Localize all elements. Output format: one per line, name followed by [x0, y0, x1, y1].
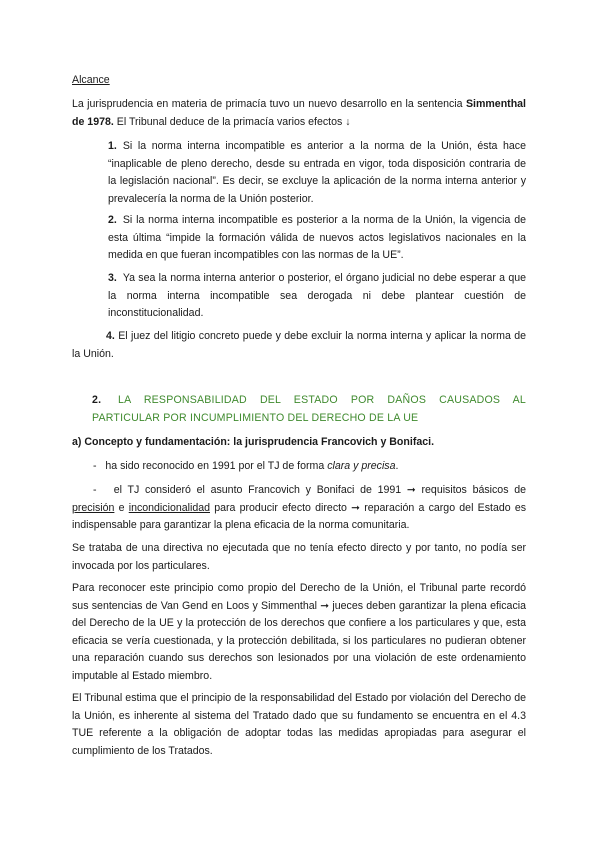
- dash-1-marker: -: [93, 460, 106, 472]
- dash-2-incondicionalidad: incondicionalidad: [128, 501, 210, 514]
- effect-item-2: [108, 212, 526, 265]
- effect-item-2-text: Si la norma interna incompatible es posterior a la norma de la Unión, la vigencia de esta última “impide la formación válida de nuevos actos legislativos nacionales en la medida en que fueran incompatibles con las normas de la UE”.: [108, 214, 526, 262]
- dash-1-italic: clara y precisa: [327, 460, 396, 472]
- paragraph-3: [72, 690, 526, 760]
- paragraph-2-text: Para reconocer este principio como propio del Derecho de la Unión, el Tribunal parte recordó sus sentencias de Van Gend en Loos y Simmenthal ➞ jueces deben garantizar la plena eficacia del Derecho de la UE y la protección de los derechos que confiere a los particulares y que, esta eficacia se vería cuestionada, y la protección debilitada, si los particulares no pudieran obtener una reparación cuando sus derechos son lesionados por una violación de este ordenamiento imputable al Estado miembro.: [72, 582, 526, 682]
- paragraph-2: [72, 580, 526, 686]
- dash-1-pre: ha sido reconocido en 1991 por el TJ de forma: [105, 460, 328, 472]
- paragraph-1-text: Se trataba de una directiva no ejecutada que no tenía efecto directo y por tanto, no podía ser invocada por los particulares.: [72, 542, 526, 572]
- dash-2-marker: -: [93, 484, 114, 496]
- dash-1-post: .: [395, 460, 399, 472]
- dash-2-a: el TJ consideró el asunto Francovich y Bonifaci de 1991 ➞ requisitos básicos de: [113, 484, 526, 496]
- paragraph-3-text: El Tribunal estima que el principio de la responsabilidad del Estado por violación del Derecho de la Unión, es inherente al sistema del Tratado dado que su fundamento se encuentra en el 4.3 TUE referente a la obligación de adoptar todas las medidas apropiadas para asegurar el cumplimiento de los Tratados.: [72, 692, 526, 757]
- alcance-heading-text: Alcance: [72, 74, 110, 86]
- section-2-num: 2.: [92, 394, 102, 406]
- intro-bold: Simmenthal de 1978.: [72, 98, 526, 128]
- subsection-a-text: a) Concepto y fundamentación: la jurisprudencia Francovich y Bonifaci.: [72, 436, 435, 448]
- dash-2-precision: precisión: [72, 501, 115, 514]
- effect-item-1: [108, 138, 526, 208]
- alcance-heading: [72, 72, 526, 90]
- dash-item-2: [72, 482, 526, 535]
- effect-item-4: [72, 328, 526, 363]
- alcance-intro: [72, 96, 526, 131]
- intro-post: El Tribunal deduce de la primacía varios efectos ↓: [113, 115, 351, 128]
- dash-2-c: para producir efecto directo ➞ reparación a cargo del Estado es indispensable para garantizar la plena eficacia de la norma comunitaria.: [72, 501, 527, 532]
- effect-item-2-num: 2.: [108, 214, 117, 226]
- effect-item-1-text: Si la norma interna incompatible es anterior a la norma de la Unión, ésta hace “inaplicable de pleno derecho, desde su entrada en vigor, toda disposición contraria de la legislación nacional”. Es decir, se excluye la aplicación de la norma interna anterior y prevalecería la norma de la Unión posterior.: [108, 140, 526, 205]
- subsection-a-heading: [72, 434, 526, 452]
- effect-item-1-num: 1.: [108, 140, 117, 152]
- effect-item-4-text: El juez del litigio concreto puede y debe excluir la norma interna y aplicar la norma de la Unión.: [72, 330, 526, 360]
- dash-2-b: e: [114, 501, 129, 514]
- effect-item-4-num: 4.: [106, 330, 115, 342]
- section-2-title-text: LA RESPONSABILIDAD DEL ESTADO POR DAÑOS CAUSADOS AL PARTICULAR POR INCUMPLIMIENTO DEL DERECHO DE LA UE: [92, 394, 526, 424]
- effect-item-3: [108, 270, 526, 323]
- section-2-title: [92, 392, 526, 427]
- effect-item-3-text: Ya sea la norma interna anterior o posterior, el órgano judicial no debe esperar a que la norma interna incompatible sea derogada ni debe plantear cuestión de inconstitucionalidad.: [108, 272, 526, 320]
- effect-item-3-num: 3.: [108, 272, 117, 284]
- dash-item-1: [93, 458, 526, 476]
- paragraph-1: [72, 540, 526, 575]
- intro-pre: La jurisprudencia en materia de primacía tuvo un nuevo desarrollo en la sentencia: [72, 98, 466, 110]
